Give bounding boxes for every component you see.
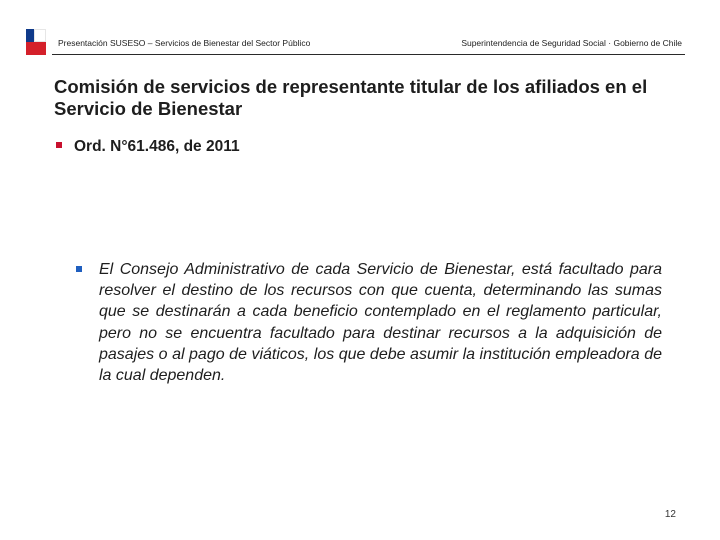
bullet-square-icon [56, 142, 62, 148]
page-number: 12 [664, 509, 676, 520]
sub-bullet-text: El Consejo Administrativo de cada Servicio de Bienestar, está facultado para resolver el destino de los recursos con que cuenta, determinando las sumas que se destinarán a cada beneficio contemplado en el reglamento particular, pero no se encuentra facultado para destinar recursos a la adquisición de pasajes o al pago de viáticos, los que debe asumir la institución empleadora de la cual dependen. [99, 261, 662, 385]
bullet-item [56, 138, 240, 156]
flag-white-block [34, 29, 46, 42]
sub-bullet-square-icon [76, 266, 82, 272]
slide-title: Comisión de servicios de representante titular de los afiliados en el Servicio de Bienestar [54, 76, 648, 119]
bullet-text: Ord. N°61.486, de 2011 [74, 138, 240, 155]
flag-blue-block [26, 29, 34, 42]
header-left-text: Presentación SUSESO – Servicios de Bienestar del Sector Público [58, 38, 311, 48]
flag-red-block [26, 42, 46, 55]
sub-bullet-item [76, 259, 662, 386]
government-logo [26, 29, 46, 55]
header-divider [52, 54, 685, 55]
header-right-text: Superintendencia de Seguridad Social · Gobierno de Chile [461, 38, 682, 48]
